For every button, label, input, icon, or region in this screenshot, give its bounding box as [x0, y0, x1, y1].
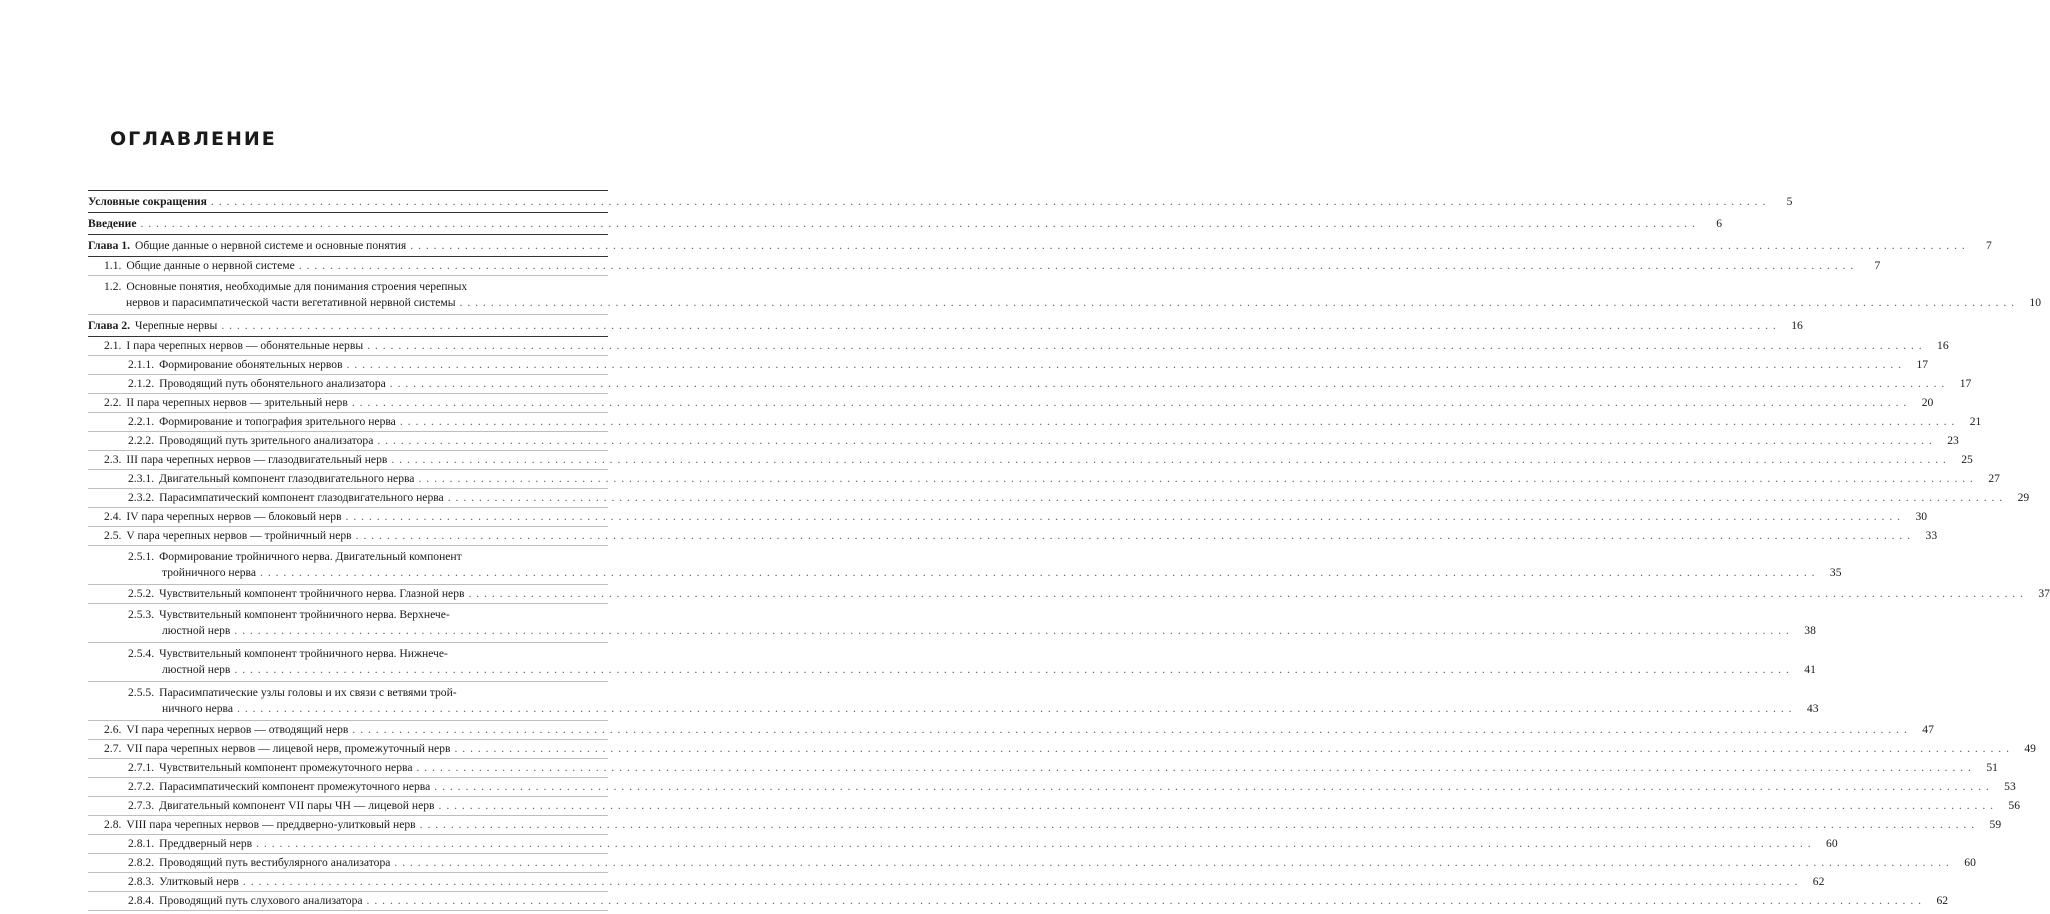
toc-entry-number: 2.1.	[104, 339, 122, 352]
toc-entry-line	[128, 836, 1838, 852]
toc-entry-number: 1.1.	[104, 259, 122, 272]
toc-entry	[88, 759, 1998, 778]
toc-entry-number: 2.5.2.	[128, 587, 155, 600]
toc-entry-number: 2.2.	[104, 396, 122, 409]
toc-entry-number: 2.8.2.	[128, 856, 155, 869]
toc-entry-text	[128, 586, 464, 602]
toc-dot-leader: . . . . . . . . . . . . . . . . . . . . . . . . . . . . . . . . . . . . . . . . . . . . . . . . . . . . . . . . . . . . . . . . . . . . . . . . . . . . . . . . . . . . . . . . . . . . . . . . . . . . . . . . . . . . . . . . . . . . . . . . . . . . . . . . . . . . . . . . . . . . . . . . . . . . . . . . . . . . . . . . . . . . . . . . . . . . . . . . . . . . . . . . . . . . . . . . . . . . . . . .	[447, 491, 2004, 504]
toc-entry-text	[128, 433, 373, 449]
toc-dot-leader: . . . . . . . . . . . . . . . . . . . . . . . . . . . . . . . . . . . . . . . . . . . . . . . . . . . . . . . . . . . . . . . . . . . . . . . . . . . . . . . . . . . . . . . . . . . . . . . . . . . . . . . . . . . . . . . . . . . . . . . . . . . . . . . . . . . . . . . . . . . . . . . . . . . . . . . . . . . . . . . . . . . . . . . . . . . . . . . . . . . . . . . . . . . . . . . . . . . . . . . .	[366, 894, 1923, 907]
toc-entry-line	[104, 741, 2036, 757]
toc-page-number: 30	[1915, 510, 1928, 523]
toc-entry-text	[104, 395, 348, 411]
toc-entry	[88, 643, 1816, 682]
toc-page-number: 60	[1826, 837, 1838, 850]
toc-page-number: 10	[2029, 296, 2042, 309]
toc-entry	[88, 213, 1722, 235]
toc-entry-text	[128, 893, 363, 909]
toc-entry-title: VI пара черепных нервов — отводящий нерв	[126, 723, 349, 736]
toc-entry	[88, 235, 1992, 257]
toc-entry-line	[128, 433, 1959, 449]
toc-entry	[88, 257, 1881, 276]
toc-page-number: 56	[2008, 799, 2021, 812]
toc-entry	[88, 740, 2036, 759]
toc-dot-leader: . . . . . . . . . . . . . . . . . . . . . . . . . . . . . . . . . . . . . . . . . . . . . . . . . . . . . . . . . . . . . . . . . . . . . . . . . . . . . . . . . . . . . . . . . . . . . . . . . . . . . . . . . . . . . . . . . . . . . . . . . . . . . . . . . . . . . . . . . . . . . . . . . . . . . . . . . . . . . . . . . . . . . . . . . . . . . . . . . . . . . . . . . . . . . . . . . . . . . . . .	[355, 529, 1912, 542]
toc-entry-line	[128, 586, 2050, 602]
toc-entry-number: 2.4.	[104, 510, 122, 523]
toc-entry-text	[128, 798, 435, 814]
toc-page-number: 20	[1921, 396, 1934, 409]
toc-entry-title: Проводящий путь обонятельного анализатора	[159, 377, 386, 390]
toc-entry	[88, 835, 1838, 854]
toc-page-number: 25	[1961, 453, 1973, 466]
toc-entry-first-line	[128, 607, 608, 623]
toc-entry	[88, 797, 2021, 816]
toc-entry-text	[88, 238, 406, 254]
toc-entry-line	[104, 722, 1934, 738]
toc-entry-line	[128, 874, 1825, 890]
toc-page-number: 37	[2038, 587, 2050, 600]
toc-entry-number: 2.5.1.	[128, 550, 155, 563]
toc-entry-text	[104, 741, 450, 757]
toc-page-number: 49	[2024, 742, 2036, 755]
toc-dot-leader: . . . . . . . . . . . . . . . . . . . . . . . . . . . . . . . . . . . . . . . . . . . . . . . . . . . . . . . . . . . . . . . . . . . . . . . . . . . . . . . . . . . . . . . . . . . . . . . . . . . . . . . . . . . . . . . . . . . . . . . . . . . . . . . . . . . . . . . . . . . . . . . . . . . . . . . . . . . . . . . . . . . . . . . . . . . . . . . . . . . . . . . . . . . . . . . . . . . . . . . .	[346, 358, 1903, 371]
toc-dot-leader: . . . . . . . . . . . . . . . . . . . . . . . . . . . . . . . . . . . . . . . . . . . . . . . . . . . . . . . . . . . . . . . . . . . . . . . . . . . . . . . . . . . . . . . . . . . . . . . . . . . . . . . . . . . . . . . . . . . . . . . . . . . . . . . . . . . . . . . . . . . . . . . . . . . . . . . . . . . . . . . . . . . . . . . . . . . . . . . . . . . . . . . . . . . . . . . . . . . . . . . .	[389, 377, 1946, 390]
toc-entry-text	[128, 471, 414, 487]
toc-entry-line	[128, 779, 2016, 795]
toc-entry-title: Формирование и топография зрительного нерва	[159, 415, 396, 428]
toc-entry-text	[128, 376, 386, 392]
toc-entry-title: II пара черепных нервов — зрительный нерв	[126, 396, 348, 409]
toc-entry-line	[128, 701, 1819, 717]
toc-dot-leader: . . . . . . . . . . . . . . . . . . . . . . . . . . . . . . . . . . . . . . . . . . . . . . . . . . . . . . . . . . . . . . . . . . . . . . . . . . . . . . . . . . . . . . . . . . . . . . . . . . . . . . . . . . . . . . . . . . . . . . . . . . . . . . . . . . . . . . . . . . . . . . . . . . . . . . . . . . . . . . . . . . . . . . . . . . . . . . . . . . . . . . . . . . . . . . . . . . . . . . . .	[242, 875, 1799, 888]
toc-entry-number: 2.5.5.	[128, 686, 155, 699]
toc-entry-title: Черепные нервы	[135, 319, 218, 332]
toc-dot-leader: . . . . . . . . . . . . . . . . . . . . . . . . . . . . . . . . . . . . . . . . . . . . . . . . . . . . . . . . . . . . . . . . . . . . . . . . . . . . . . . . . . . . . . . . . . . . . . . . . . . . . . . . . . . . . . . . . . . . . . . . . . . . . . . . . . . . . . . . . . . . . . . . . . . . . . . . . . . . . . . . . . . . . . . . . . . . . . . . . . . . . . . . . . . . . . . . . . . . . . . .	[410, 239, 1966, 252]
toc-entry-line	[104, 817, 2002, 833]
toc-page-number: 27	[1988, 472, 2000, 485]
toc-entry-text	[104, 817, 416, 833]
toc-entry-number: 2.7.3.	[128, 799, 155, 812]
toc-entry-title: ничного нерва	[162, 702, 234, 715]
toc-entry-text	[88, 194, 207, 210]
toc-page-number: 7	[1874, 259, 1881, 272]
toc-entry-number: 2.7.2.	[128, 780, 155, 793]
toc-entry-number: 2.8.3.	[128, 875, 155, 888]
toc-entry-line	[128, 490, 2030, 506]
toc-dot-leader: . . . . . . . . . . . . . . . . . . . . . . . . . . . . . . . . . . . . . . . . . . . . . . . . . . . . . . . . . . . . . . . . . . . . . . . . . . . . . . . . . . . . . . . . . . . . . . . . . . . . . . . . . . . . . . . . . . . . . . . . . . . . . . . . . . . . . . . . . . . . . . . . . . . . . . . . . . . . . . . . . . . . . . . . . . . . . . . . . . . . . . . . . . . . . . . . . . . . . . . .	[234, 624, 1790, 637]
toc-entry	[88, 546, 1842, 585]
toc-entry-text	[104, 258, 295, 274]
toc-entry-title: VIII пара черепных нервов — преддверно-улитковый нерв	[126, 818, 416, 831]
toc-entry-number: 2.1.1.	[128, 358, 155, 371]
toc-entry-title: IV пара черепных нервов — блоковый нерв	[126, 510, 342, 523]
toc-entry-number: Глава 2.	[88, 319, 131, 332]
toc-entry-number: 2.7.	[104, 742, 122, 755]
toc-entry-first-line	[128, 549, 608, 565]
toc-page-number: 59	[1989, 818, 2002, 831]
toc-entry-title: Общие данные о нервной системе	[126, 259, 295, 272]
toc-entry-title: Проводящий путь слухового анализатора	[159, 894, 363, 907]
toc-entry	[88, 337, 1949, 356]
toc-page-number: 16	[1791, 319, 1803, 332]
toc-entry-line	[128, 798, 2021, 814]
toc-entry	[88, 682, 1819, 721]
toc-entry-number: 2.1.2.	[128, 377, 155, 390]
toc-entry	[88, 721, 1934, 740]
toc-entry-text	[88, 216, 137, 232]
toc-entry	[88, 191, 1793, 213]
toc-entry-title: VII пара черепных нервов — лицевой нерв, промежуточный нерв	[126, 742, 451, 755]
toc-entry-number: 2.3.	[104, 453, 122, 466]
toc-page-number: 62	[1812, 875, 1825, 888]
toc-entry-title: Улитковый нерв	[159, 875, 239, 888]
toc-dot-leader: . . . . . . . . . . . . . . . . . . . . . . . . . . . . . . . . . . . . . . . . . . . . . . . . . . . . . . . . . . . . . . . . . . . . . . . . . . . . . . . . . . . . . . . . . . . . . . . . . . . . . . . . . . . . . . . . . . . . . . . . . . . . . . . . . . . . . . . . . . . . . . . . . . . . . . . . . . . . . . . . . . . . . . . . . . . . . . . . . . . . . . . . . . . . . . . . . . . . . . . .	[298, 259, 1855, 272]
toc-entry-title-part: Чувствительный компонент тройничного нерва. Верхнече-	[159, 608, 450, 621]
toc-entry-text	[128, 357, 343, 373]
toc-entry-number: 1.2.	[104, 280, 122, 293]
toc-dot-leader: . . . . . . . . . . . . . . . . . . . . . . . . . . . . . . . . . . . . . . . . . . . . . . . . . . . . . . . . . . . . . . . . . . . . . . . . . . . . . . . . . . . . . . . . . . . . . . . . . . . . . . . . . . . . . . . . . . . . . . . . . . . . . . . . . . . . . . . . . . . . . . . . . . . . . . . . . . . . . . . . . . . . . . . . . . . . . . . . . . . . . . . . . . . . . . . . . . . . . . . .	[140, 217, 1696, 230]
toc-page-number: 51	[1986, 761, 1998, 774]
toc-page-number: 62	[1936, 894, 1949, 907]
toc-entry	[88, 585, 2050, 604]
toc-entry-line	[128, 376, 1972, 392]
toc-entry-text	[126, 295, 456, 311]
toc-dot-leader: . . . . . . . . . . . . . . . . . . . . . . . . . . . . . . . . . . . . . . . . . . . . . . . . . . . . . . . . . . . . . . . . . . . . . . . . . . . . . . . . . . . . . . . . . . . . . . . . . . . . . . . . . . . . . . . . . . . . . . . . . . . . . . . . . . . . . . . . . . . . . . . . . . . . . . . . . . . . . . . . . . . . . . . . . . . . . . . . . . . . . . . . . . . . . . . . . . . . . . . .	[221, 319, 1777, 332]
toc-dot-leader: . . . . . . . . . . . . . . . . . . . . . . . . . . . . . . . . . . . . . . . . . . . . . . . . . . . . . . . . . . . . . . . . . . . . . . . . . . . . . . . . . . . . . . . . . . . . . . . . . . . . . . . . . . . . . . . . . . . . . . . . . . . . . . . . . . . . . . . . . . . . . . . . . . . . . . . . . . . . . . . . . . . . . . . . . . . . . . . . . . . . . . . . . . . . . . . . . . . . . . . .	[468, 587, 2024, 600]
toc-dot-leader: . . . . . . . . . . . . . . . . . . . . . . . . . . . . . . . . . . . . . . . . . . . . . . . . . . . . . . . . . . . . . . . . . . . . . . . . . . . . . . . . . . . . . . . . . . . . . . . . . . . . . . . . . . . . . . . . . . . . . . . . . . . . . . . . . . . . . . . . . . . . . . . . . . . . . . . . . . . . . . . . . . . . . . . . . . . . . . . . . . . . . . . . . . . . . . . . . . . . . . . .	[260, 566, 1816, 579]
toc-entry-title: Введение	[88, 217, 137, 230]
toc-entry	[88, 451, 1973, 470]
toc-page-number: 16	[1937, 339, 1949, 352]
toc-entry-title: люстной нерв	[162, 624, 231, 637]
toc-page-number: 38	[1804, 624, 1816, 637]
toc-entry-title: Парасимпатический компонент промежуточного нерва	[159, 780, 431, 793]
toc-page-number: 41	[1804, 663, 1816, 676]
toc-entry-line	[128, 623, 1816, 639]
toc-entry-line	[104, 395, 1934, 411]
toc-dot-leader: . . . . . . . . . . . . . . . . . . . . . . . . . . . . . . . . . . . . . . . . . . . . . . . . . . . . . . . . . . . . . . . . . . . . . . . . . . . . . . . . . . . . . . . . . . . . . . . . . . . . . . . . . . . . . . . . . . . . . . . . . . . . . . . . . . . . . . . . . . . . . . . . . . . . . . . . . . . . . . . . . . . . . . . . . . . . . . . . . . . . . . . . . . . . . . . . . . . . . . . .	[367, 339, 1923, 352]
toc-entry-number: 2.2.2.	[128, 434, 155, 447]
toc-entry-first-line	[128, 646, 608, 662]
toc-entry-title: I пара черепных нервов — обонятельные нервы	[126, 339, 364, 352]
toc-entry	[88, 778, 2016, 797]
toc-entry-line	[104, 258, 1881, 274]
toc-dot-leader: . . . . . . . . . . . . . . . . . . . . . . . . . . . . . . . . . . . . . . . . . . . . . . . . . . . . . . . . . . . . . . . . . . . . . . . . . . . . . . . . . . . . . . . . . . . . . . . . . . . . . . . . . . . . . . . . . . . . . . . . . . . . . . . . . . . . . . . . . . . . . . . . . . . . . . . . . . . . . . . . . . . . . . . . . . . . . . . . . . . . . . . . . . . . . . . . . . . . . . . .	[399, 415, 1956, 428]
toc-entry-line	[88, 194, 1793, 210]
toc-page-number: 21	[1969, 415, 1982, 428]
toc-entry-text	[128, 874, 239, 890]
toc-entry	[88, 375, 1972, 394]
toc-entry-title: Общие данные о нервной системе и основные понятия	[135, 239, 407, 252]
toc-entry-line	[128, 565, 1842, 581]
toc-entry-line	[128, 662, 1816, 678]
toc-entry-number: 2.5.3.	[128, 608, 155, 621]
toc-entry-title: Формирование обонятельных нервов	[159, 358, 343, 371]
toc-entry	[88, 394, 1934, 413]
toc-entry-number: 2.5.4.	[128, 647, 155, 660]
toc-entry-number: Глава 1.	[88, 239, 131, 252]
toc-entry	[88, 527, 1938, 546]
toc-entry	[88, 413, 1982, 432]
toc-entry-title: Проводящий путь зрительного анализатора	[159, 434, 374, 447]
toc-entry-text	[104, 452, 387, 468]
toc-entry-text	[104, 338, 363, 354]
toc-entry-text	[104, 528, 352, 544]
toc-entry-line	[128, 760, 1998, 776]
toc-entry	[88, 470, 2000, 489]
toc-entry-text	[88, 318, 217, 334]
toc-entry-line	[104, 509, 1928, 525]
toc-entry-line	[104, 452, 1973, 468]
toc-page-number: 7	[1985, 239, 1992, 252]
toc-dot-leader: . . . . . . . . . . . . . . . . . . . . . . . . . . . . . . . . . . . . . . . . . . . . . . . . . . . . . . . . . . . . . . . . . . . . . . . . . . . . . . . . . . . . . . . . . . . . . . . . . . . . . . . . . . . . . . . . . . . . . . . . . . . . . . . . . . . . . . . . . . . . . . . . . . . . . . . . . . . . . . . . . . . . . . . . . . . . . . . . . . . . . . . . . . . . . . . . . . . . . . . .	[416, 761, 1972, 774]
toc-entry-title: Чувствительный компонент промежуточного нерва	[159, 761, 413, 774]
toc-entry-number: 2.3.2.	[128, 491, 155, 504]
toc-entry-text	[128, 760, 412, 776]
toc-page-number: 43	[1806, 702, 1819, 715]
toc-page-number: 47	[1922, 723, 1934, 736]
toc-entry-text	[162, 565, 256, 581]
toc-page-number: 17	[1916, 358, 1929, 371]
toc-entry-text	[128, 414, 396, 430]
toc-entry-title: Условные сокращения	[88, 195, 207, 208]
toc-entry-title: нервов и парасимпатической части вегетативной нервной системы	[126, 296, 456, 309]
toc-entry-text	[162, 662, 230, 678]
toc-entry-title: Преддверный нерв	[159, 837, 253, 850]
toc-dot-leader: . . . . . . . . . . . . . . . . . . . . . . . . . . . . . . . . . . . . . . . . . . . . . . . . . . . . . . . . . . . . . . . . . . . . . . . . . . . . . . . . . . . . . . . . . . . . . . . . . . . . . . . . . . . . . . . . . . . . . . . . . . . . . . . . . . . . . . . . . . . . . . . . . . . . . . . . . . . . . . . . . . . . . . . . . . . . . . . . . . . . . . . . . . . . . . . . . . . . . . . .	[454, 742, 2010, 755]
toc-dot-leader: . . . . . . . . . . . . . . . . . . . . . . . . . . . . . . . . . . . . . . . . . . . . . . . . . . . . . . . . . . . . . . . . . . . . . . . . . . . . . . . . . . . . . . . . . . . . . . . . . . . . . . . . . . . . . . . . . . . . . . . . . . . . . . . . . . . . . . . . . . . . . . . . . . . . . . . . . . . . . . . . . . . . . . . . . . . . . . . . . . . . . . . . . . . . . . . . . . . . . . . .	[394, 856, 1950, 869]
toc-entry-line	[104, 338, 1949, 354]
toc-dot-leader: . . . . . . . . . . . . . . . . . . . . . . . . . . . . . . . . . . . . . . . . . . . . . . . . . . . . . . . . . . . . . . . . . . . . . . . . . . . . . . . . . . . . . . . . . . . . . . . . . . . . . . . . . . . . . . . . . . . . . . . . . . . . . . . . . . . . . . . . . . . . . . . . . . . . . . . . . . . . . . . . . . . . . . . . . . . . . . . . . . . . . . . . . . . . . . . . . . . . . . . .	[377, 434, 1933, 447]
toc-entry-title-part: Парасимпатические узлы головы и их связи с ветвями трой-	[159, 686, 457, 699]
toc-dot-leader: . . . . . . . . . . . . . . . . . . . . . . . . . . . . . . . . . . . . . . . . . . . . . . . . . . . . . . . . . . . . . . . . . . . . . . . . . . . . . . . . . . . . . . . . . . . . . . . . . . . . . . . . . . . . . . . . . . . . . . . . . . . . . . . . . . . . . . . . . . . . . . . . . . . . . . . . . . . . . . . . . . . . . . . . . . . . . . . . . . . . . . . . . . . . . . . . . . . . . . . .	[351, 396, 1908, 409]
toc-dot-leader: . . . . . . . . . . . . . . . . . . . . . . . . . . . . . . . . . . . . . . . . . . . . . . . . . . . . . . . . . . . . . . . . . . . . . . . . . . . . . . . . . . . . . . . . . . . . . . . . . . . . . . . . . . . . . . . . . . . . . . . . . . . . . . . . . . . . . . . . . . . . . . . . . . . . . . . . . . . . . . . . . . . . . . . . . . . . . . . . . . . . . . . . . . . . . . . . . . . . . . . .	[459, 296, 2016, 309]
toc-entry	[88, 816, 2002, 835]
toc-page-number: 23	[1947, 434, 1959, 447]
toc-entry-number: 2.3.1.	[128, 472, 155, 485]
toc-entry	[88, 873, 1825, 892]
toc-page-number: 35	[1829, 566, 1842, 579]
toc-entry-title: Двигательный компонент глазодвигательного нерва	[159, 472, 415, 485]
toc-entry-line	[88, 318, 1803, 334]
toc-page-number: 33	[1925, 529, 1938, 542]
toc-entry	[88, 604, 1816, 643]
toc-entry-line	[88, 238, 1992, 254]
toc-entry-title: тройничного нерва	[162, 566, 257, 579]
toc-entry-title: люстной нерв	[162, 663, 231, 676]
toc-entry-line	[128, 414, 1982, 430]
toc-entry-title: Парасимпатический компонент глазодвигательного нерва	[159, 491, 444, 504]
toc-dot-leader: . . . . . . . . . . . . . . . . . . . . . . . . . . . . . . . . . . . . . . . . . . . . . . . . . . . . . . . . . . . . . . . . . . . . . . . . . . . . . . . . . . . . . . . . . . . . . . . . . . . . . . . . . . . . . . . . . . . . . . . . . . . . . . . . . . . . . . . . . . . . . . . . . . . . . . . . . . . . . . . . . . . . . . . . . . . . . . . . . . . . . . . . . . . . . . . . . . . . . . . .	[352, 723, 1908, 736]
toc-entry-first-line	[128, 685, 608, 701]
toc-entry-number: 2.7.1.	[128, 761, 155, 774]
toc-entry-title-part: Основные понятия, необходимые для понимания строения черепных	[126, 280, 468, 293]
toc-dot-leader: . . . . . . . . . . . . . . . . . . . . . . . . . . . . . . . . . . . . . . . . . . . . . . . . . . . . . . . . . . . . . . . . . . . . . . . . . . . . . . . . . . . . . . . . . . . . . . . . . . . . . . . . . . . . . . . . . . . . . . . . . . . . . . . . . . . . . . . . . . . . . . . . . . . . . . . . . . . . . . . . . . . . . . . . . . . . . . . . . . . . . . . . . . . . . . . . . . . . . . . .	[434, 780, 1990, 793]
toc-entry-text	[128, 836, 252, 852]
toc-entry-line	[128, 471, 2000, 487]
toc-entry-text	[162, 623, 230, 639]
toc-dot-leader: . . . . . . . . . . . . . . . . . . . . . . . . . . . . . . . . . . . . . . . . . . . . . . . . . . . . . . . . . . . . . . . . . . . . . . . . . . . . . . . . . . . . . . . . . . . . . . . . . . . . . . . . . . . . . . . . . . . . . . . . . . . . . . . . . . . . . . . . . . . . . . . . . . . . . . . . . . . . . . . . . . . . . . . . . . . . . . . . . . . . . . . . . . . . . . . . . . . . . . . .	[418, 472, 1974, 485]
toc-entry	[88, 315, 1803, 337]
toc-entry-number: 2.8.1.	[128, 837, 155, 850]
toc-dot-leader: . . . . . . . . . . . . . . . . . . . . . . . . . . . . . . . . . . . . . . . . . . . . . . . . . . . . . . . . . . . . . . . . . . . . . . . . . . . . . . . . . . . . . . . . . . . . . . . . . . . . . . . . . . . . . . . . . . . . . . . . . . . . . . . . . . . . . . . . . . . . . . . . . . . . . . . . . . . . . . . . . . . . . . . . . . . . . . . . . . . . . . . . . . . . . . . . . . . . . . . .	[419, 818, 1976, 831]
toc-entry-number: 2.8.	[104, 818, 122, 831]
toc-entry-number: 2.2.1.	[128, 415, 155, 428]
toc-entry-title-part: Чувствительный компонент тройничного нерва. Нижнече-	[159, 647, 448, 660]
toc-dot-leader: . . . . . . . . . . . . . . . . . . . . . . . . . . . . . . . . . . . . . . . . . . . . . . . . . . . . . . . . . . . . . . . . . . . . . . . . . . . . . . . . . . . . . . . . . . . . . . . . . . . . . . . . . . . . . . . . . . . . . . . . . . . . . . . . . . . . . . . . . . . . . . . . . . . . . . . . . . . . . . . . . . . . . . . . . . . . . . . . . . . . . . . . . . . . . . . . . . . . . . . .	[438, 799, 1995, 812]
toc-dot-leader: . . . . . . . . . . . . . . . . . . . . . . . . . . . . . . . . . . . . . . . . . . . . . . . . . . . . . . . . . . . . . . . . . . . . . . . . . . . . . . . . . . . . . . . . . . . . . . . . . . . . . . . . . . . . . . . . . . . . . . . . . . . . . . . . . . . . . . . . . . . . . . . . . . . . . . . . . . . . . . . . . . . . . . . . . . . . . . . . . . . . . . . . . . . . . . . . . . . . . . . .	[234, 663, 1790, 676]
toc-entry-text	[128, 779, 430, 795]
toc-entry-line	[88, 216, 1722, 232]
toc-entry-line	[128, 893, 1949, 909]
toc-entry-number: 2.6.	[104, 723, 122, 736]
toc-entry-text	[128, 855, 390, 871]
toc-page-number: 6	[1716, 217, 1722, 230]
page-title: ОГЛАВЛЕНИЕ	[110, 128, 277, 150]
toc-entry-line	[104, 528, 1938, 544]
toc-entry	[88, 276, 2042, 315]
toc-entry-line	[128, 855, 1976, 871]
toc-entry	[88, 508, 1928, 527]
toc-entry-title: III пара черепных нервов — глазодвигательный нерв	[126, 453, 388, 466]
toc-dot-leader: . . . . . . . . . . . . . . . . . . . . . . . . . . . . . . . . . . . . . . . . . . . . . . . . . . . . . . . . . . . . . . . . . . . . . . . . . . . . . . . . . . . . . . . . . . . . . . . . . . . . . . . . . . . . . . . . . . . . . . . . . . . . . . . . . . . . . . . . . . . . . . . . . . . . . . . . . . . . . . . . . . . . . . . . . . . . . . . . . . . . . . . . . . . . . . . . . . . . . . . .	[391, 453, 1947, 466]
toc-entry-text	[128, 490, 444, 506]
toc-entry	[88, 892, 1949, 911]
toc-entry-title: V пара черепных нервов — тройничный нерв	[126, 529, 352, 542]
toc-dot-leader: . . . . . . . . . . . . . . . . . . . . . . . . . . . . . . . . . . . . . . . . . . . . . . . . . . . . . . . . . . . . . . . . . . . . . . . . . . . . . . . . . . . . . . . . . . . . . . . . . . . . . . . . . . . . . . . . . . . . . . . . . . . . . . . . . . . . . . . . . . . . . . . . . . . . . . . . . . . . . . . . . . . . . . . . . . . . . . . . . . . . . . . . . . . . . . . . . . . . . . . .	[237, 702, 1793, 715]
toc-entry-line	[104, 295, 2042, 311]
toc-entry-text	[104, 509, 342, 525]
toc-entry-text	[162, 701, 233, 717]
toc-entry	[88, 854, 1976, 873]
toc-entry-number: 2.8.4.	[128, 894, 155, 907]
toc-entry	[88, 489, 2030, 508]
toc-entry	[88, 432, 1959, 451]
toc-page-number: 17	[1959, 377, 1972, 390]
toc-dot-leader: . . . . . . . . . . . . . . . . . . . . . . . . . . . . . . . . . . . . . . . . . . . . . . . . . . . . . . . . . . . . . . . . . . . . . . . . . . . . . . . . . . . . . . . . . . . . . . . . . . . . . . . . . . . . . . . . . . . . . . . . . . . . . . . . . . . . . . . . . . . . . . . . . . . . . . . . . . . . . . . . . . . . . . . . . . . . . . . . . . . . . . . . . . . . . . . . . . . . . . . .	[210, 195, 1767, 208]
toc-dot-leader: . . . . . . . . . . . . . . . . . . . . . . . . . . . . . . . . . . . . . . . . . . . . . . . . . . . . . . . . . . . . . . . . . . . . . . . . . . . . . . . . . . . . . . . . . . . . . . . . . . . . . . . . . . . . . . . . . . . . . . . . . . . . . . . . . . . . . . . . . . . . . . . . . . . . . . . . . . . . . . . . . . . . . . . . . . . . . . . . . . . . . . . . . . . . . . . . . . . . . . . .	[345, 510, 1902, 523]
toc-dot-leader: . . . . . . . . . . . . . . . . . . . . . . . . . . . . . . . . . . . . . . . . . . . . . . . . . . . . . . . . . . . . . . . . . . . . . . . . . . . . . . . . . . . . . . . . . . . . . . . . . . . . . . . . . . . . . . . . . . . . . . . . . . . . . . . . . . . . . . . . . . . . . . . . . . . . . . . . . . . . . . . . . . . . . . . . . . . . . . . . . . . . . . . . . . . . . . . . . . . . . . . .	[256, 837, 1812, 850]
toc-page-number: 53	[2004, 780, 2016, 793]
toc-entry-title: Двигательный компонент VII пары ЧН — лицевой нерв	[159, 799, 435, 812]
toc-entry-title: Чувствительный компонент тройничного нерва. Глазной нерв	[159, 587, 465, 600]
table-of-contents	[88, 190, 2050, 911]
toc-entry	[88, 356, 1929, 375]
toc-page-number: 5	[1786, 195, 1793, 208]
toc-entry-title-part: Формирование тройничного нерва. Двигательный компонент	[159, 550, 462, 563]
toc-entry-number: 2.5.	[104, 529, 122, 542]
toc-page-number: 60	[1964, 856, 1976, 869]
toc-entry-title: Проводящий путь вестибулярного анализатора	[159, 856, 391, 869]
toc-entry-text	[104, 722, 348, 738]
toc-entry-first-line	[104, 279, 608, 295]
toc-page-number: 29	[2017, 491, 2030, 504]
toc-entry-line	[128, 357, 1929, 373]
